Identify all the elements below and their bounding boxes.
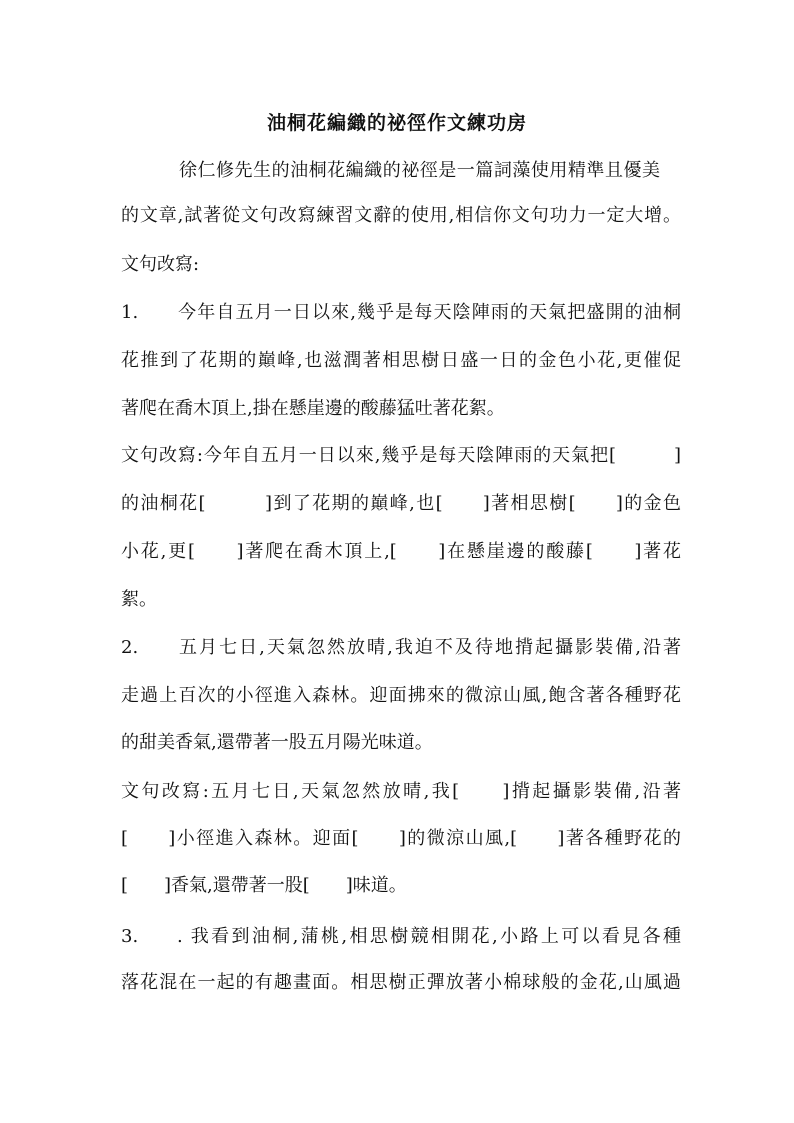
question-number: 1. [121, 302, 139, 323]
rewrite-heading: 文句改寫: [121, 254, 200, 275]
question-2-line: 走過上百次的小徑進入森林。迎面拂來的微涼山風,飽含著各種野花 [121, 685, 681, 706]
rewrite-2-line: [ ]小徑進入森林。迎面[ ]的微涼山風,[ ]著各種野花的 [121, 828, 681, 849]
intro-paragraph-line: 徐仁修先生的油桐花編織的祕徑是一篇詞藻使用精準且優美 [179, 160, 660, 181]
rewrite-1-line: 文句改寫:今年自五月一日以來,幾乎是每天陰陣雨的天氣把[ ] [121, 445, 681, 466]
page-title: 油桐花編織的祕徑作文練功房 [266, 112, 527, 134]
question-2-line: 的甜美香氣,還帶著一股五月陽光味道。 [121, 732, 433, 753]
rewrite-1-line: 絮。 [121, 589, 157, 610]
rewrite-2-line: [ ]香氣,還帶著一股[ ]味道。 [121, 875, 407, 896]
question-number: 3. [121, 926, 139, 947]
rewrite-2-line: 文句改寫:五月七日,天氣忽然放晴,我[ ]揹起攝影裝備,沿著 [121, 781, 681, 802]
question-3-line: 3. . 我看到油桐,蒲桃,相思樹競相開花,小路上可以看見各種 [121, 926, 681, 947]
question-1-line: 花推到了花期的巔峰,也滋潤著相思樹日盛一日的金色小花,更催促 [121, 350, 681, 371]
rewrite-1-line: 小花,更[ ]著爬在喬木頂上,[ ]在懸崖邊的酸藤[ ]著花 [121, 541, 681, 562]
intro-paragraph-line: 的文章,試著從文句改寫練習文辭的使用,相信你文句功力一定大增。 [121, 205, 681, 226]
question-1-line: 著爬在喬木頂上,掛在懸崖邊的酸藤猛吐著花絮。 [121, 398, 505, 419]
question-3-line: 落花混在一起的有趣畫面。相思樹正彈放著小棉球般的金花,山風過 [121, 972, 681, 993]
rewrite-1-line: 的油桐花[ ]到了花期的巔峰,也[ ]著相思樹[ ]的金色 [121, 493, 681, 514]
question-2-line: 2. 五月七日,天氣忽然放晴,我迫不及待地揹起攝影裝備,沿著 [121, 637, 681, 658]
question-number: 2. [121, 637, 139, 658]
question-1-line: 1. 今年自五月一日以來,幾乎是每天陰陣雨的天氣把盛開的油桐 [121, 302, 681, 323]
